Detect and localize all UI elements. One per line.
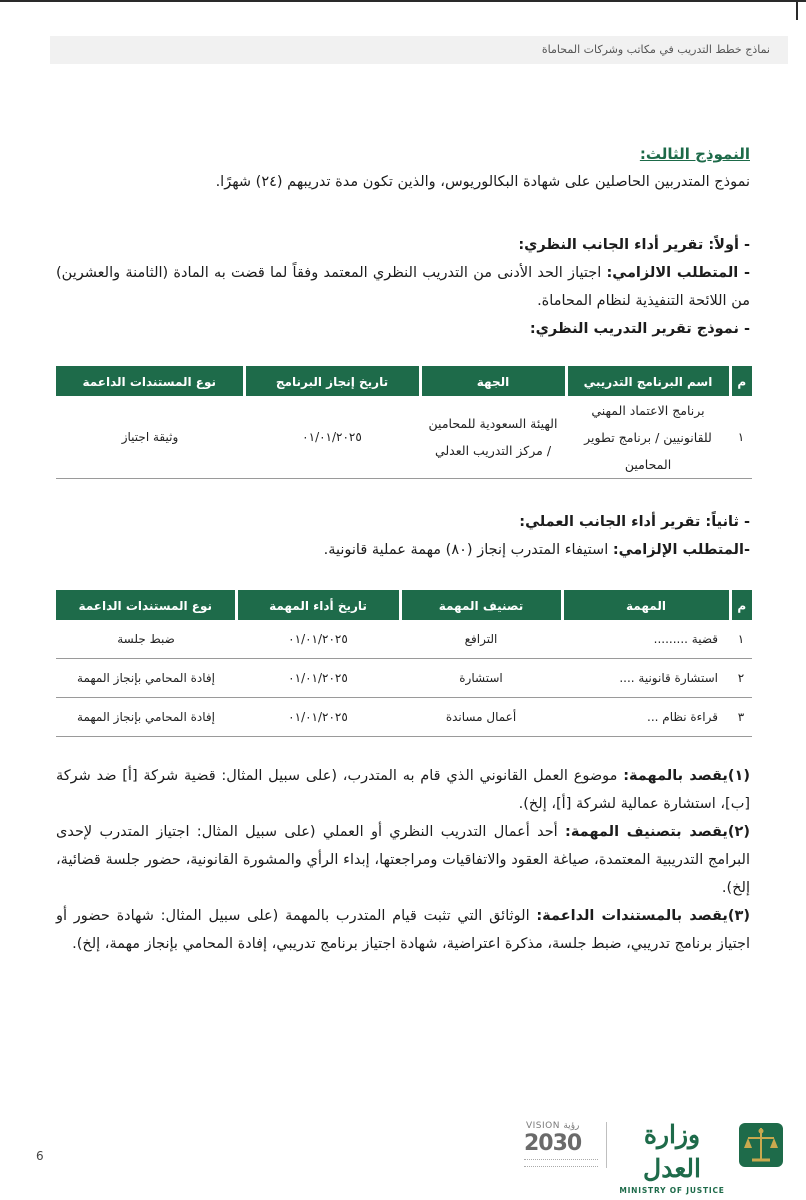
cell-program: برنامج الاعتماد المهني للقانونيين / برنامج تطوير المحامين	[566, 396, 730, 479]
theory-req-label: - المتطلب الالزامي:	[606, 265, 750, 281]
cell-docs: إفادة المحامي بإنجاز المهمة	[56, 659, 236, 698]
note-2-text: أحد أعمال التدريب النظري أو العملي (على سبيل المثال: اجتياز المتدرب لإحدى البرامج التدريبية المعتمدة، صياغة العقود والاتفاقيات ومراجعتها، إبداء الرأي والمشورة القانونية، حضور جلسة قضائية، إلخ).	[56, 824, 750, 896]
vision-2030-logo	[522, 1121, 598, 1169]
theory-table	[56, 366, 752, 479]
model-title: النموذج الثالث:	[639, 145, 750, 163]
cell-date: ٠١/٠١/٢٠٢٥	[236, 620, 400, 659]
col-header: نوع المستندات الداعمة	[56, 591, 236, 620]
col-header: م	[730, 367, 752, 396]
cell-num: ١	[730, 620, 752, 659]
col-header: م	[730, 591, 752, 620]
col-header: الجهة	[420, 367, 566, 396]
cell-category: استشارة	[400, 659, 562, 698]
table-row	[56, 620, 752, 659]
ministry-emblem-icon	[736, 1120, 786, 1170]
cell-num: ١	[730, 396, 752, 479]
note-1-label: (١)يقصد بالمهمة:	[623, 768, 750, 784]
cell-category: الترافع	[400, 620, 562, 659]
theory-section	[56, 231, 750, 343]
practice-table	[56, 590, 752, 737]
practice-requirement	[56, 536, 750, 564]
cell-entity: الهيئة السعودية للمحامين / مركز التدريب العدلي	[420, 396, 566, 479]
cell-task: استشارة قانونية ....	[562, 659, 730, 698]
ministry-logo	[614, 1118, 730, 1195]
notes-section	[56, 762, 750, 958]
table-header-row	[56, 591, 752, 620]
note-3-label: (٣)يقصد بالمستندات الداعمة:	[536, 908, 750, 924]
practice-req-text: استيفاء المتدرب إنجاز (٨٠) مهمة عملية قانونية.	[323, 542, 613, 558]
col-header: تاريخ أداء المهمة	[236, 591, 400, 620]
table-header-row	[56, 367, 752, 396]
ministry-name-ar: وزارة العدل	[643, 1120, 701, 1183]
table-row	[56, 396, 752, 479]
col-header: نوع المستندات الداعمة	[56, 367, 244, 396]
model-description: نموذج المتدربين الحاصلين على شهادة البكالوريوس، والذين تكون مدة تدريبهم (٢٤) شهرًا.	[215, 174, 750, 190]
table-row	[56, 698, 752, 737]
cell-num: ٣	[730, 698, 752, 737]
vision-tagline-lines	[524, 1159, 598, 1167]
cell-task: قراءة نظام ...	[562, 698, 730, 737]
model-section	[56, 140, 750, 196]
col-header: اسم البرنامج التدريبي	[566, 367, 730, 396]
cell-category: أعمال مساندة	[400, 698, 562, 737]
cell-docs: إفادة المحامي بإنجاز المهمة	[56, 698, 236, 737]
theory-requirement	[56, 259, 750, 315]
note-2-label: (٢)يقصد بتصنيف المهمة:	[565, 824, 750, 840]
top-border-edge	[796, 0, 798, 20]
practice-section	[56, 508, 750, 564]
note-1-text: موضوع العمل القانوني الذي قام به المتدرب، (على سبيل المثال: قضية شركة [أ] ضد شركة [ب]، استشارة عمالية لشركة [أ]، إلخ).	[56, 768, 750, 812]
col-header: المهمة	[562, 591, 730, 620]
cell-num: ٢	[730, 659, 752, 698]
cell-date: ٠١/٠١/٢٠٢٥	[236, 659, 400, 698]
page-header	[50, 36, 788, 64]
note-1	[56, 762, 750, 818]
note-3-text: الوثائق التي تثبت قيام المتدرب بالمهمة (على سبيل المثال: شهادة حضور أو اجتياز برنامج تدريبي، ضبط جلسة، مذكرة اعتراضية، شهادة اجتياز برنامج تدريبي، إفادة المحامي بإنجاز مهمة، إلخ).	[56, 908, 750, 952]
practice-heading: - ثانياً: تقرير أداء الجانب العملي:	[519, 514, 750, 530]
col-header: تاريخ إنجاز البرنامج	[244, 367, 420, 396]
cell-docs: وثيقة اجتياز	[56, 396, 244, 479]
cell-docs: ضبط جلسة	[56, 620, 236, 659]
theory-req-text: اجتياز الحد الأدنى من التدريب النظري المعتمد وفقاً لما قضت به المادة (الثامنة والعشرين) من اللائحة التنفيذية لنظام المحاماة.	[56, 265, 750, 309]
top-border	[0, 0, 806, 2]
vision-year: 2030	[524, 1131, 582, 1156]
ministry-name-en: MINISTRY OF JUSTICE	[619, 1186, 725, 1195]
col-header: تصنيف المهمة	[400, 591, 562, 620]
cell-date: ٠١/٠١/٢٠٢٥	[244, 396, 420, 479]
practice-req-label: -المتطلب الإلزامي:	[612, 542, 750, 558]
cell-date: ٠١/٠١/٢٠٢٥	[236, 698, 400, 737]
cell-task: قضية .........	[562, 620, 730, 659]
note-2	[56, 818, 750, 902]
table-row	[56, 659, 752, 698]
header-title: نماذج خطط التدريب في مكاتب وشركات المحاماة	[541, 43, 770, 56]
footer-divider	[606, 1122, 607, 1168]
vision-label: VISION رؤية	[526, 1121, 580, 1131]
note-3	[56, 902, 750, 958]
theory-form-heading: - نموذج تقرير التدريب النظري:	[529, 321, 750, 337]
theory-heading: - أولاً: تقرير أداء الجانب النظري:	[518, 237, 750, 253]
page-number: 6	[36, 1149, 44, 1163]
